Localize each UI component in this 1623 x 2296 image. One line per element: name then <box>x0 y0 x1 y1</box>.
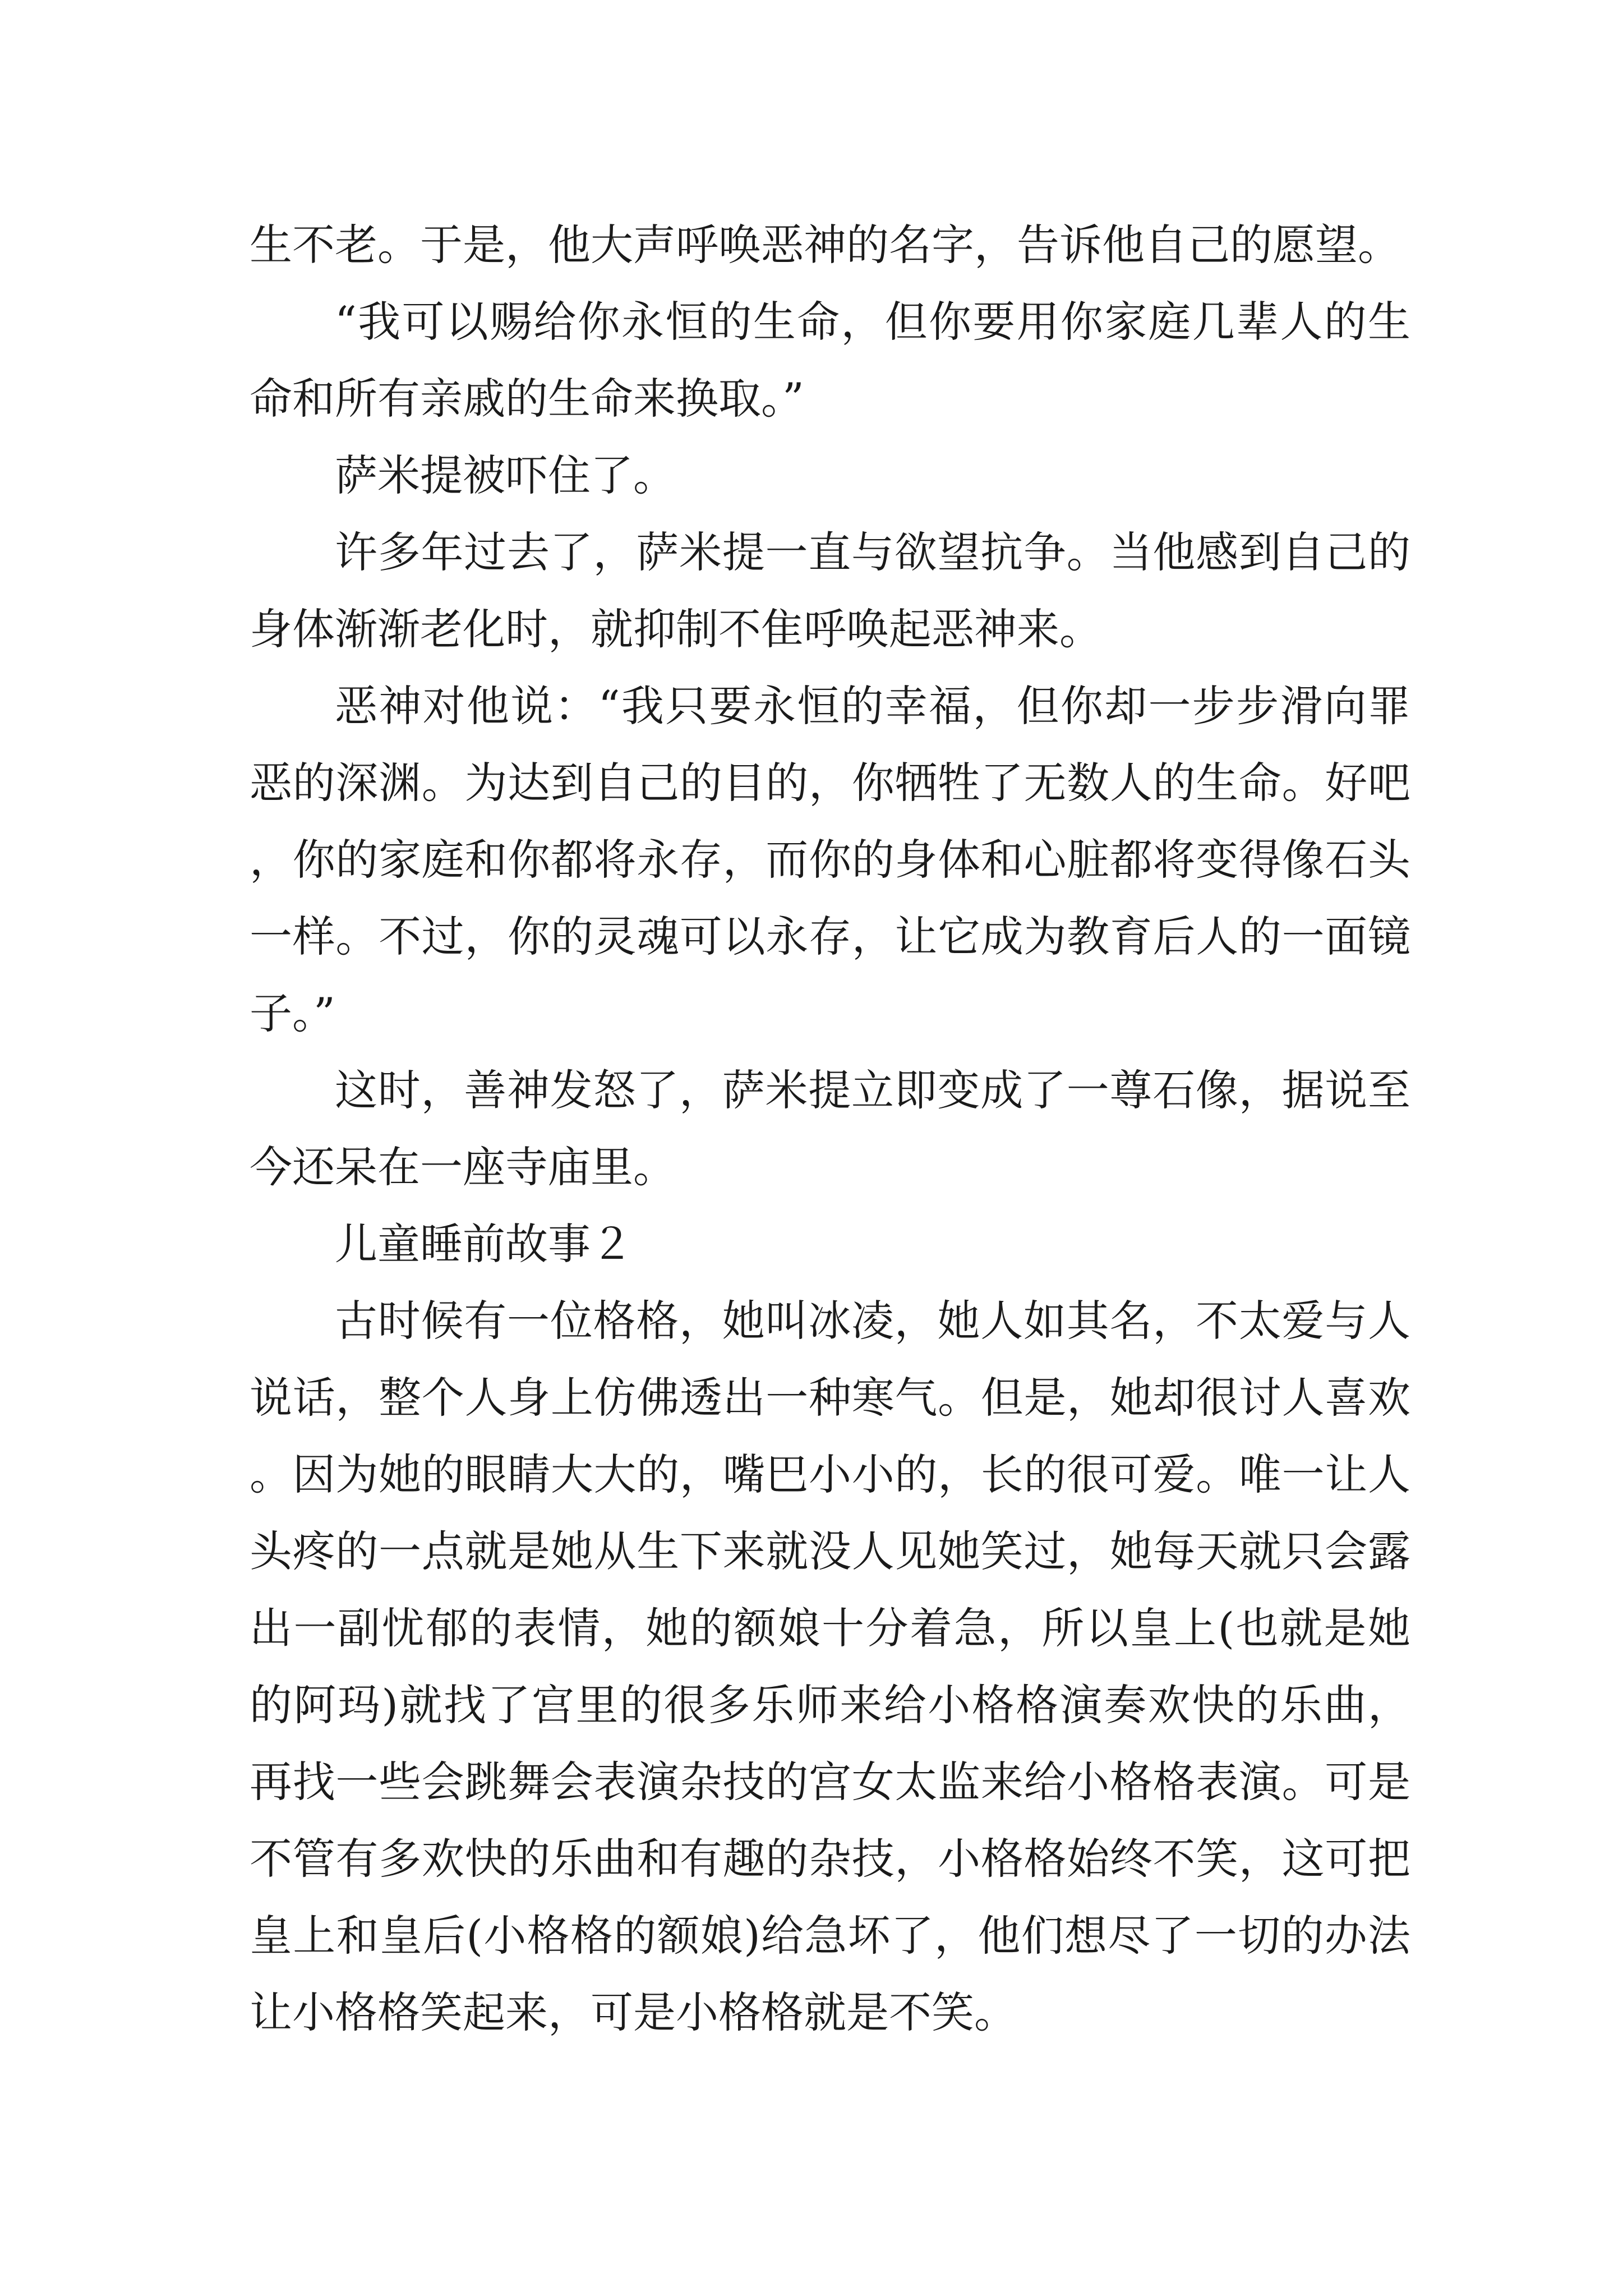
paragraph: 古时候有一位格格，她叫冰凌，她人如其名，不太爱与人说话，整个人身上仿佛透出一种寒气。但是，她却很讨人喜欢。因为她的眼睛大大的，嘴巴小小的，长的很可爱。唯一让人头疼的一点就是她从生下来就没人见她笑过，她每天就只会露出一副忧郁的表情，她的额娘十分着急，所以皇上(也就是她的阿玛)就找了宫里的很多乐师来给小格格演奏欢快的乐曲，再找一些会跳舞会表演杂技的宫女太监来给小格格表演。可是不管有多欢快的乐曲和有趣的杂技，小格格始终不笑，这可把皇上和皇后(小格格的额娘)给急坏了，他们想尽了一切的办法让小格格笑起来，可是小格格就是不笑。 <box>250 1296 1410 2037</box>
paragraph: 许多年过去了，萨米提一直与欲望抗争。当他感到自己的身体渐渐老化时，就抑制不隹呼唤起恶神来。 <box>250 527 1410 654</box>
paragraph: 生不老。于是，他大声呼唤恶神的名字，告诉他自己的愿望。 <box>250 220 1400 270</box>
paragraph: “我可以赐给你永恒的生命，但你要用你家庭几辈人的生命和所有亲戚的生命来换取。” <box>250 297 1410 424</box>
section-heading: 儿童睡前故事２ <box>335 1219 633 1269</box>
body-text <box>250 206 1410 2051</box>
paragraph: 这时，善神发怒了，萨米提立即变成了一尊石像，据说至今还呆在一座寺庙里。 <box>250 1065 1410 1192</box>
paragraph: 恶神对他说：“我只要永恒的幸福，但你却一步步滑向罪恶的深渊。为达到自己的目的，你牺牲了无数人的生命。好吧，你的家庭和你都将永存，而你的身体和心脏都将变得像石头一样。不过，你的灵魂可以永存，让它成为教育后人的一面镜子。” <box>250 681 1410 1038</box>
paragraph: 萨米提被吓住了。 <box>335 450 676 500</box>
